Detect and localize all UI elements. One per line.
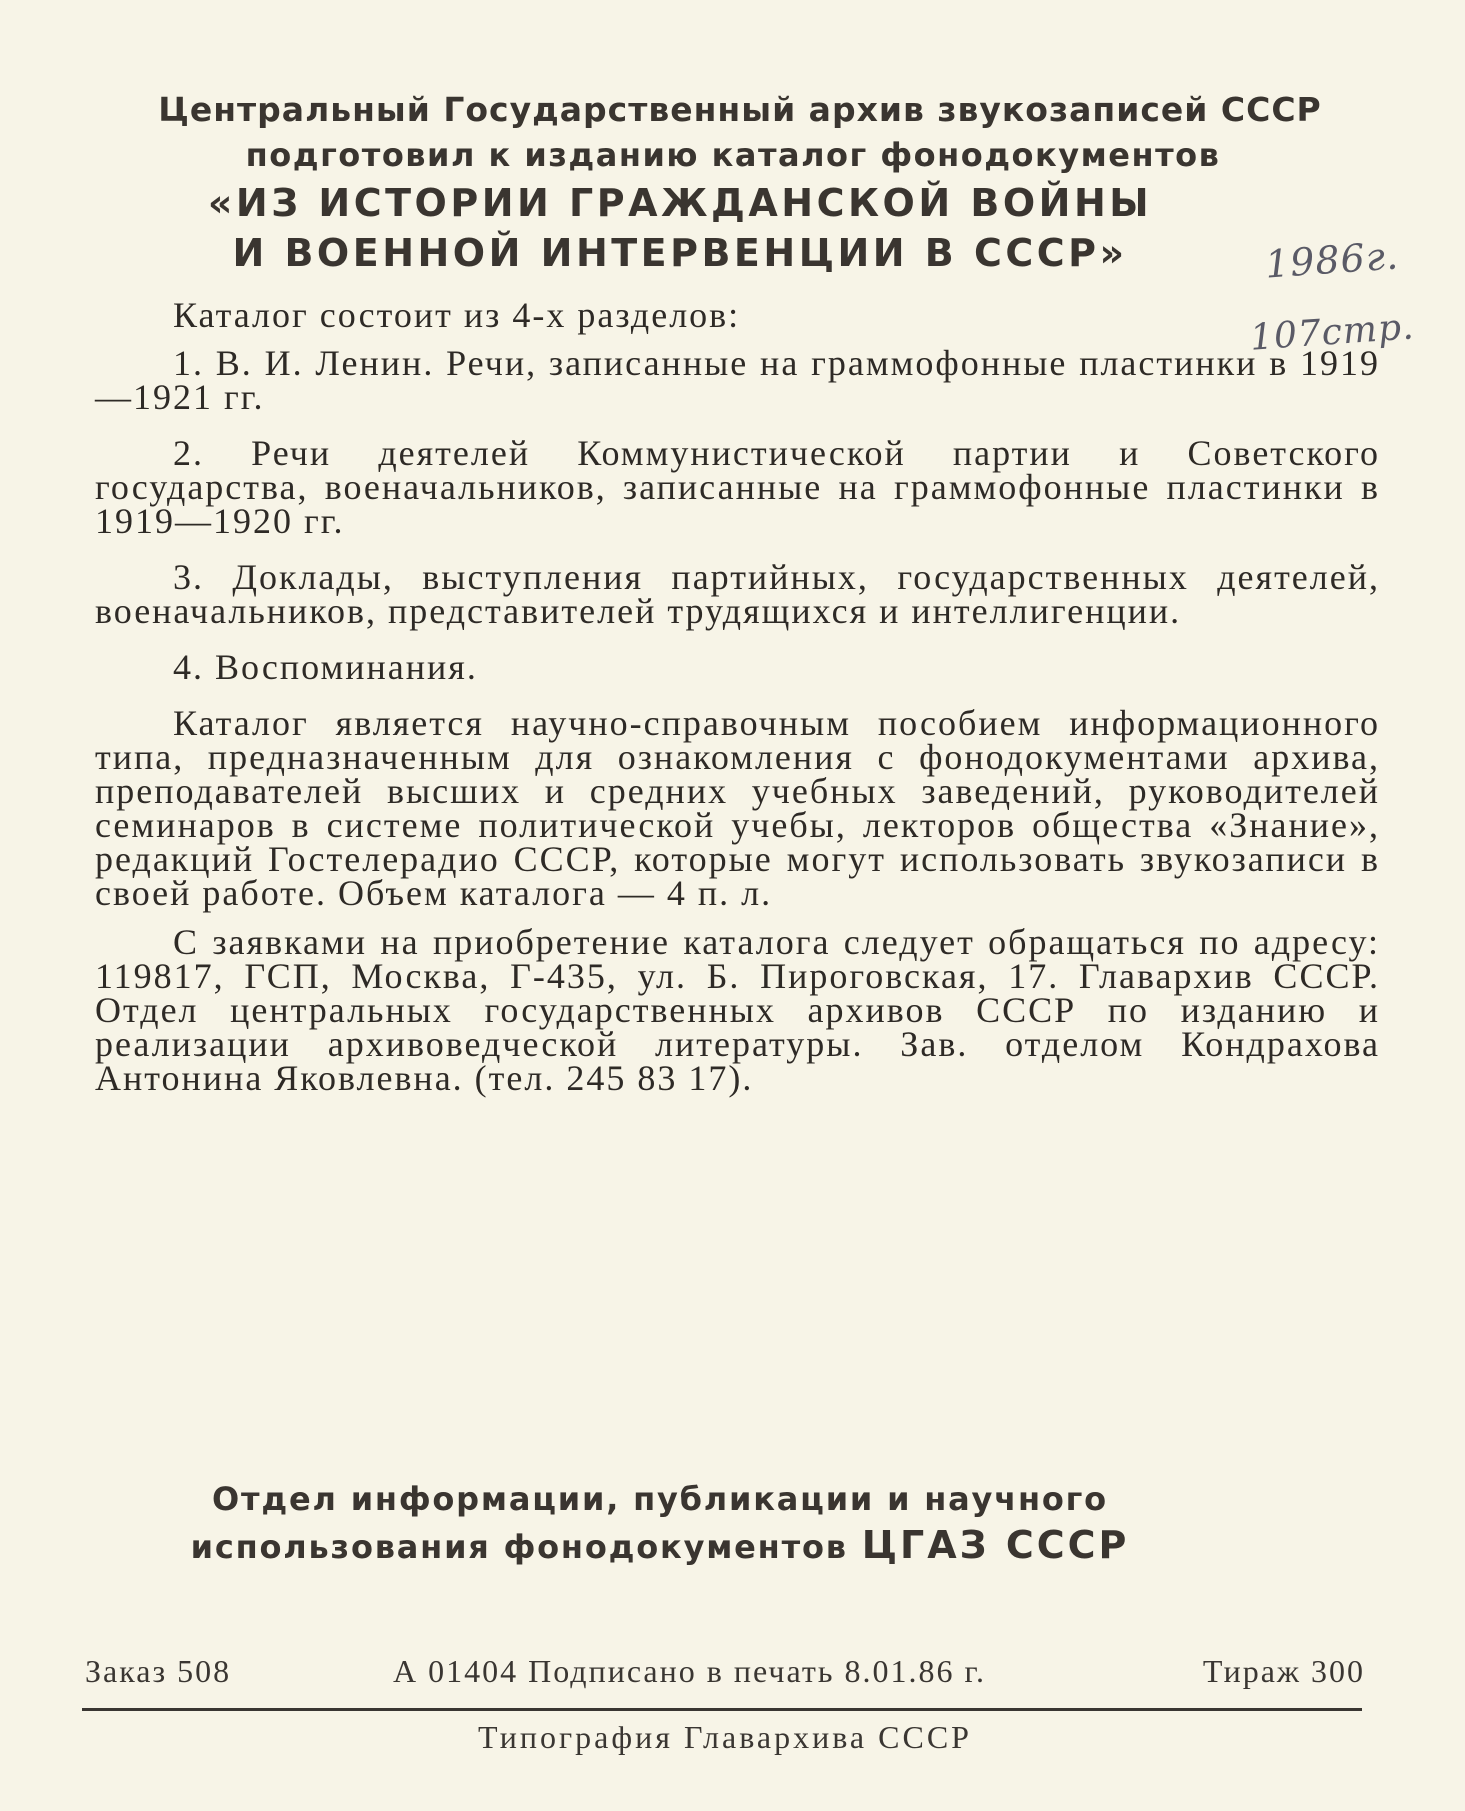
department-line-1: Отдел информации, публикации и научного bbox=[212, 1480, 1108, 1518]
section-item-1: 1. В. И. Ленин. Речи, записанные на граммофонные пластинки в 1919—1921 гг. bbox=[95, 343, 1380, 417]
order-number: Заказ 508 bbox=[85, 1653, 232, 1689]
page-title bbox=[120, 88, 1360, 278]
imprint-divider bbox=[82, 1708, 1362, 1711]
print-approval: А 01404 Подписано в печать 8.01.86 г. bbox=[393, 1653, 986, 1689]
imprint-line bbox=[85, 1653, 1365, 1699]
section-item-4: 4. Воспоминания. bbox=[173, 647, 478, 687]
printer-name: Типография Главархива СССР bbox=[478, 1719, 972, 1755]
section-item-2: 2. Речи деятелей Коммунистической партии и Советского государства, военачальников, записанные на граммофонные пластинки в 1919—1920 гг. bbox=[95, 433, 1380, 541]
handwritten-year-note: 1986г. bbox=[1263, 233, 1401, 287]
department-line-2-text: использования фонодокументов bbox=[190, 1528, 848, 1566]
header-line-1: Центральный Государственный архив звукозаписей СССР bbox=[158, 90, 1322, 129]
contact-paragraph: С заявками на приобретение каталога следует обращаться по адресу: 119817, ГСП, Москва, Г-435, ул. Б. Пироговская, 17. Главархив СССР. Отдел центральных государственных архивов СССР по изданию и реализации архивоведческой литературы. Зав. отделом Кондрахова Антонина Яковлевна. (тел. 245 83 17). bbox=[95, 922, 1380, 1098]
section-item-3: 3. Доклады, выступления партийных, государственных деятелей, военачальников, представителей трудящихся и интеллигенции. bbox=[95, 557, 1380, 631]
body-text bbox=[95, 295, 1380, 1110]
archive-abbreviation: ЦГАЗ СССР bbox=[861, 1523, 1130, 1567]
department-line-2 bbox=[160, 1522, 1160, 1570]
catalog-title-line-1: «ИЗ ИСТОРИИ ГРАЖДАНСКОЙ ВОЙНЫ bbox=[207, 181, 1153, 225]
print-run: Тираж 300 bbox=[1202, 1653, 1365, 1689]
catalog-title-line-2: И ВОЕННОЙ ИНТЕРВЕНЦИИ В СССР» bbox=[232, 231, 1128, 275]
description-paragraph: Каталог является научно-справочным пособием информационного типа, предназначенным для ознакомления с фонодокументами архива, преподавателей высших и средних учебных заведений, руководителей семинаров в системе политической учебы, лекторов общества «Знание», редакций Гостелерадио СССР, которые могут использовать звукозаписи в своей работе. Объем каталога — 4 п. л. bbox=[95, 703, 1380, 913]
issuing-department bbox=[160, 1476, 1160, 1570]
intro-paragraph: Каталог состоит из 4-х разделов: bbox=[173, 295, 741, 335]
header-line-2: подготовил к изданию каталог фонодокументов bbox=[245, 136, 1221, 174]
handwritten-pages-note: 107стр. bbox=[1248, 306, 1416, 359]
